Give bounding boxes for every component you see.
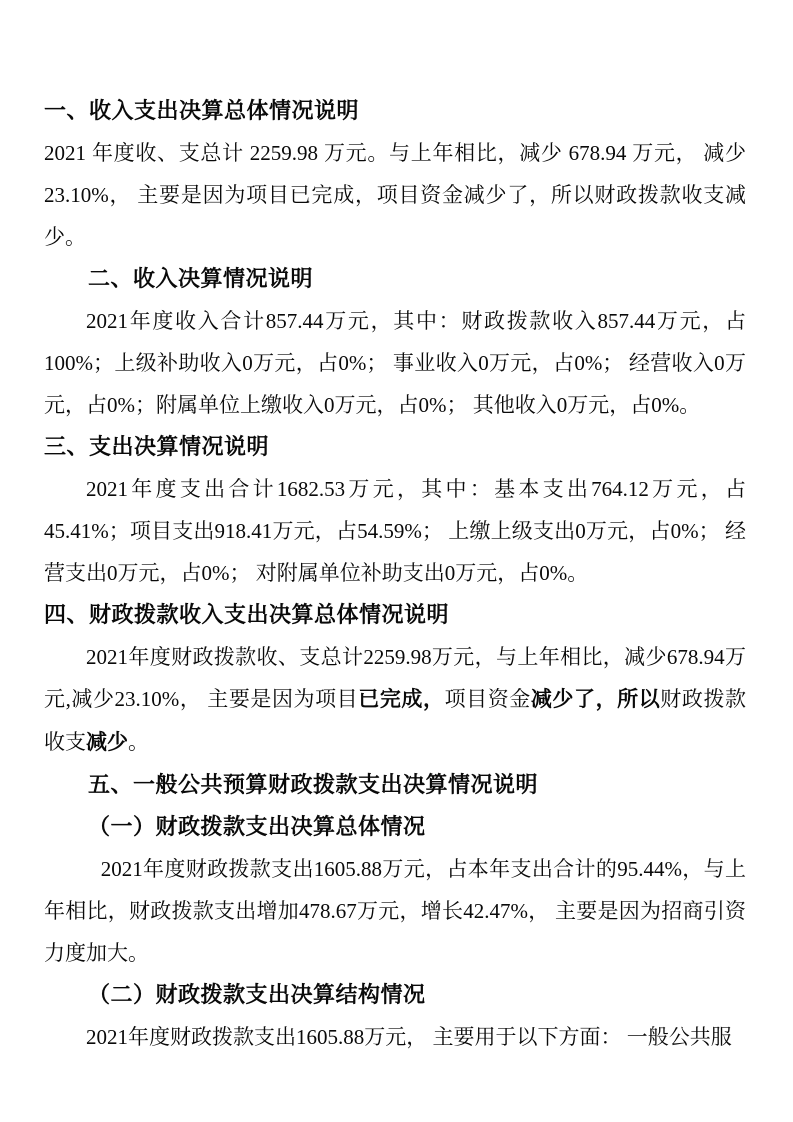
section-5-sub-1-heading: （一）财政拨款支出决算总体情况 <box>88 814 426 839</box>
section-5-sub-1-paragraph: 2021年度财政拨款支出1605.88万元，占本年支出合计的95.44%，与上年相比，财政拨款支出增加478.67万元，增长42.47%， 主要是因为招商引资力度加大。 <box>44 857 746 965</box>
text-run: 。 <box>128 730 149 754</box>
document-content <box>44 90 746 1058</box>
bold-text-run: 已完成， <box>358 688 445 711</box>
section-3-heading: 三、支出决算情况说明 <box>44 434 270 459</box>
section-2-heading: 二、收入决算情况说明 <box>88 266 314 291</box>
section-2-paragraph: 2021年度收入合计857.44万元，其中：财政拨款收入857.44万元，占100%；上级补助收入0万元，占0%； 事业收入0万元，占0%； 经营收入0万元，占0%；附属单位上缴收入0万元，占0%； 其他收入0万元，占0%。 <box>44 309 746 417</box>
bold-text-run: 减少了，所以 <box>530 688 661 711</box>
section-1-heading: 一、收入支出决算总体情况说明 <box>44 98 360 123</box>
bold-text-run: 减少 <box>86 731 128 754</box>
section-5-heading: 五、一般公共预算财政拨款支出决算情况说明 <box>88 772 539 797</box>
section-3-paragraph: 2021年度支出合计1682.53万元，其中：基本支出764.12万元，占45.41%；项目支出918.41万元，占54.59%； 上缴上级支出0万元，占0%； 经营支出0万元，占0%； 对附属单位补助支出0万元，占0%。 <box>44 477 746 585</box>
section-4-heading: 四、财政拨款收入支出决算总体情况说明 <box>44 602 450 627</box>
section-5-sub-2-paragraph: 2021年度财政拨款支出1605.88万元， 主要用于以下方面： 一般公共服 <box>86 1025 732 1049</box>
section-1-paragraph: 2021 年度收、支总计 2259.98 万元。与上年相比，减少 678.94 万元， 减少 23.10%， 主要是因为项目已完成，项目资金减少了，所以财政拨款收支减少。 <box>44 141 746 249</box>
text-run: 项目资金 <box>444 687 531 711</box>
text-run: 2021年度财政拨款收、支总计2259.98万元，与上年相比，减少678.94万元,减少23.10%， 主要是因为项目 <box>44 645 746 711</box>
section-4-paragraph <box>44 636 746 764</box>
section-5-sub-2-heading: （二）财政拨款支出决算结构情况 <box>88 982 426 1007</box>
text-run: 财政拨款收支 <box>44 687 747 754</box>
